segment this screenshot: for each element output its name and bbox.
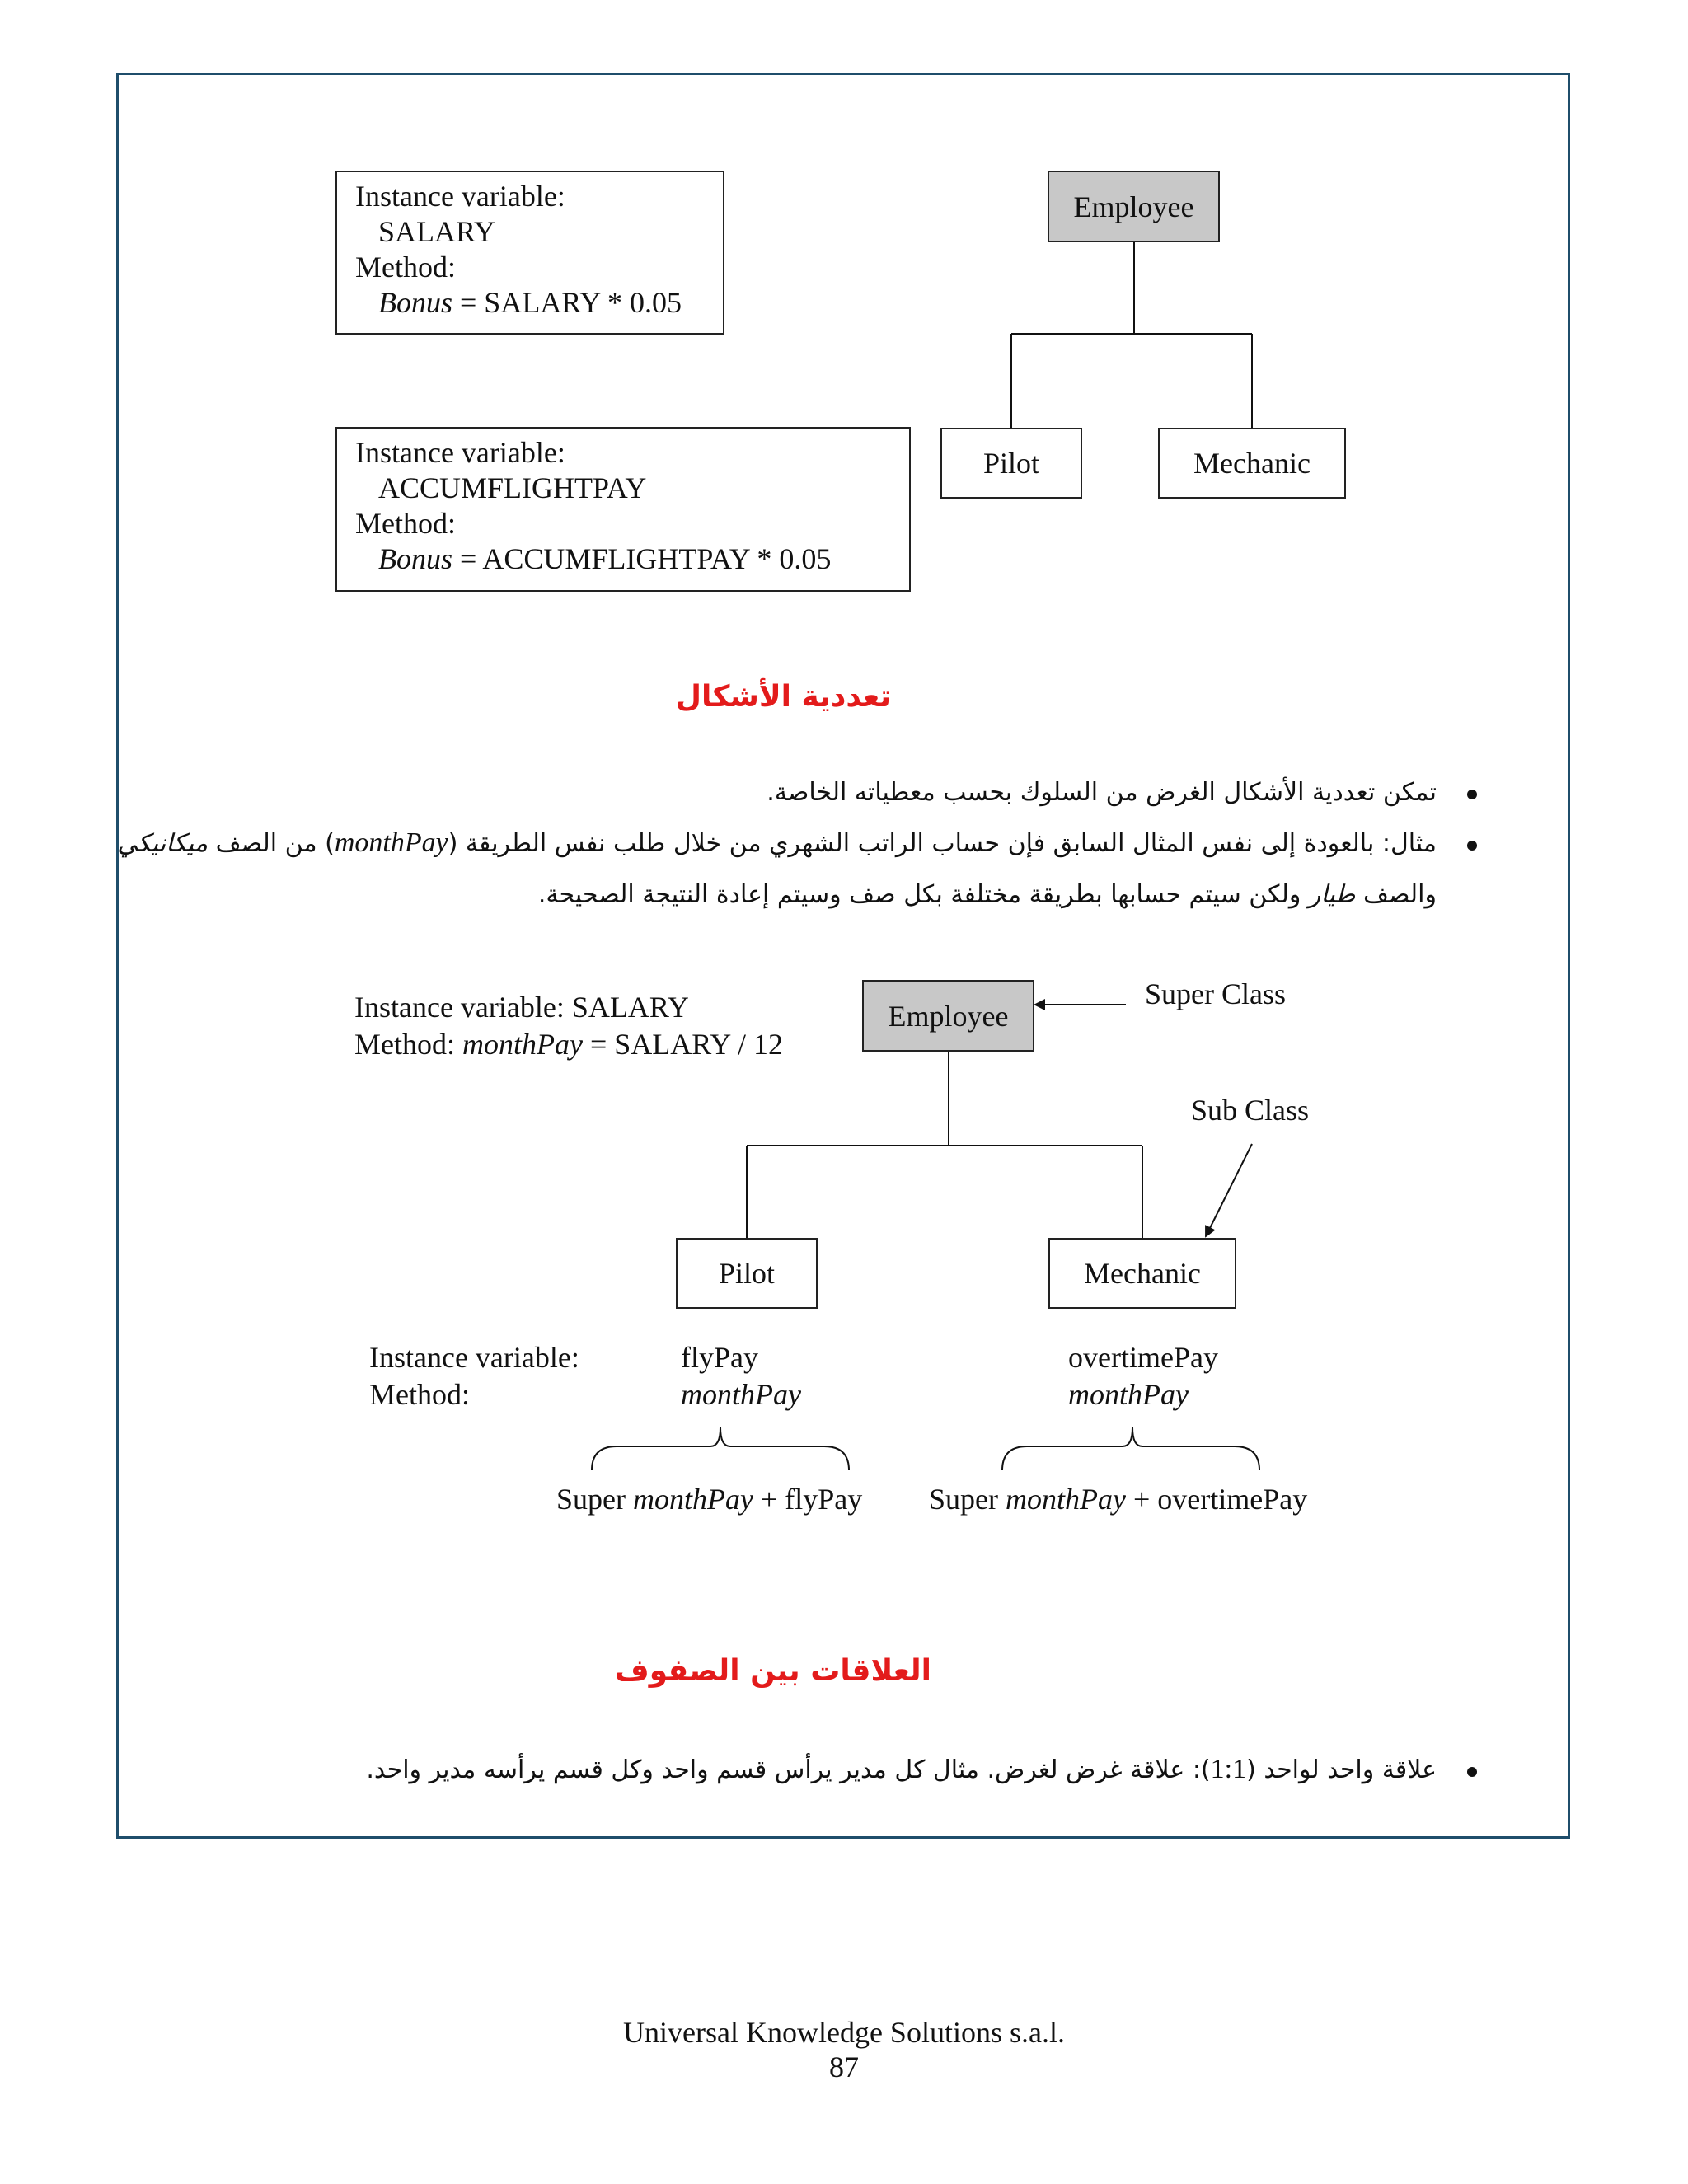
one-to-one-relationship <box>366 1754 1437 1785</box>
bullet-point <box>1467 841 1477 851</box>
pilot-subclass-box: Pilot <box>676 1238 818 1309</box>
pilot-class-box: Pilot <box>940 428 1082 499</box>
method-label: Method: <box>354 1028 462 1061</box>
employee-class-box: Employee <box>1048 171 1220 242</box>
polymorphism-definition: تمكن تعددية الأشكال الغرض من السلوك بحسب معطياته الخاصة. <box>767 778 1437 807</box>
iv-value: ACCUMFLIGHTPAY <box>378 471 647 504</box>
bullet-point <box>1467 1767 1477 1777</box>
formula-prefix: Super <box>929 1483 1006 1516</box>
page-number: 87 <box>829 2050 859 2083</box>
employee-superclass-box: Employee <box>862 980 1034 1052</box>
iv-label: Instance variable: <box>355 180 565 213</box>
pilot-method: monthPay <box>681 1378 801 1411</box>
formula-prefix: Super <box>556 1483 633 1516</box>
method-formula: = SALARY / 12 <box>582 1028 783 1061</box>
formula-method: monthPay <box>1006 1483 1126 1516</box>
formula-text: = ACCUMFLIGHTPAY * 0.05 <box>452 542 832 575</box>
iv-label: Instance variable: <box>355 436 565 469</box>
sub-class-label: Sub Class <box>1191 1094 1310 1127</box>
formula-method: monthPay <box>633 1483 753 1516</box>
diagram1-tree-lines <box>1011 242 1252 428</box>
iv-value: SALARY <box>378 215 496 248</box>
bonus-formula <box>355 541 909 577</box>
class-relationships-heading: العلاقات بين الصفوف <box>614 1654 931 1688</box>
polymorphism-example-line2 <box>538 880 1437 909</box>
mechanic-method: monthPay <box>1068 1378 1189 1411</box>
bullet-point <box>1467 790 1477 799</box>
row-instance-variable-label: Instance variable: <box>369 1341 579 1374</box>
pilot-class-word: طيار <box>1308 880 1356 909</box>
example-text: ولكن سيتم حسابها بطريقة مختلفة بكل صف وسيتم إعادة النتيجة الصحيحة. <box>537 880 1309 909</box>
method-label: Method: <box>355 507 456 540</box>
relationship-ratio: 1:1 <box>1210 1754 1247 1784</box>
polymorphism-heading: تعددية الأشكال <box>675 680 891 714</box>
super-class-label: Super Class <box>1145 977 1286 1010</box>
salary-info-box <box>335 171 724 335</box>
mechanic-instance-variable: overtimePay <box>1068 1341 1218 1374</box>
bonus-name: Bonus <box>378 286 452 319</box>
sub-class-arrow <box>1206 1144 1252 1236</box>
row-method-label: Method: <box>369 1378 470 1411</box>
method-label: Method: <box>355 251 456 284</box>
relationship-text: ): علاقة غرض لغرض. مثال كل مدير يرأس قسم واحد وكل قسم يرأسه مدير واحد. <box>366 1755 1211 1784</box>
method-name: monthPay <box>462 1028 583 1061</box>
employee-method <box>354 1026 783 1062</box>
example-text: ) من الصف <box>208 829 335 858</box>
mechanic-brace <box>1002 1427 1259 1470</box>
mechanic-subclass-box: Mechanic <box>1048 1238 1236 1309</box>
diagram2-tree-lines <box>747 1052 1142 1238</box>
formula-text: = SALARY * 0.05 <box>452 286 682 319</box>
footer <box>0 2015 1688 2084</box>
formula-suffix: + overtimePay <box>1125 1483 1308 1516</box>
bonus-name: Bonus <box>378 542 452 575</box>
footer-company: Universal Knowledge Solutions s.a.l. <box>623 2016 1065 2049</box>
employee-instance-variable: Instance variable: SALARY <box>354 991 689 1024</box>
polymorphism-example-line1 <box>117 827 1437 859</box>
example-text: مثال: بالعودة إلى نفس المثال السابق فإن حساب الراتب الشهري من خلال طلب نفس الطريقة ( <box>448 829 1437 858</box>
bonus-formula <box>355 285 723 321</box>
relationship-text: علاقة واحد لواحد ( <box>1246 1755 1437 1784</box>
pilot-instance-variable: flyPay <box>681 1341 758 1374</box>
flightpay-info-box <box>335 427 911 592</box>
month-pay-method: monthPay <box>334 827 448 858</box>
pilot-monthpay-formula <box>556 1481 862 1517</box>
mechanic-monthpay-formula <box>929 1481 1307 1517</box>
example-text: والصف <box>1355 880 1437 909</box>
mechanic-class-word: ميكانيكي <box>117 829 209 858</box>
formula-suffix: + flyPay <box>753 1483 863 1516</box>
pilot-brace <box>592 1427 849 1470</box>
mechanic-class-box: Mechanic <box>1158 428 1346 499</box>
